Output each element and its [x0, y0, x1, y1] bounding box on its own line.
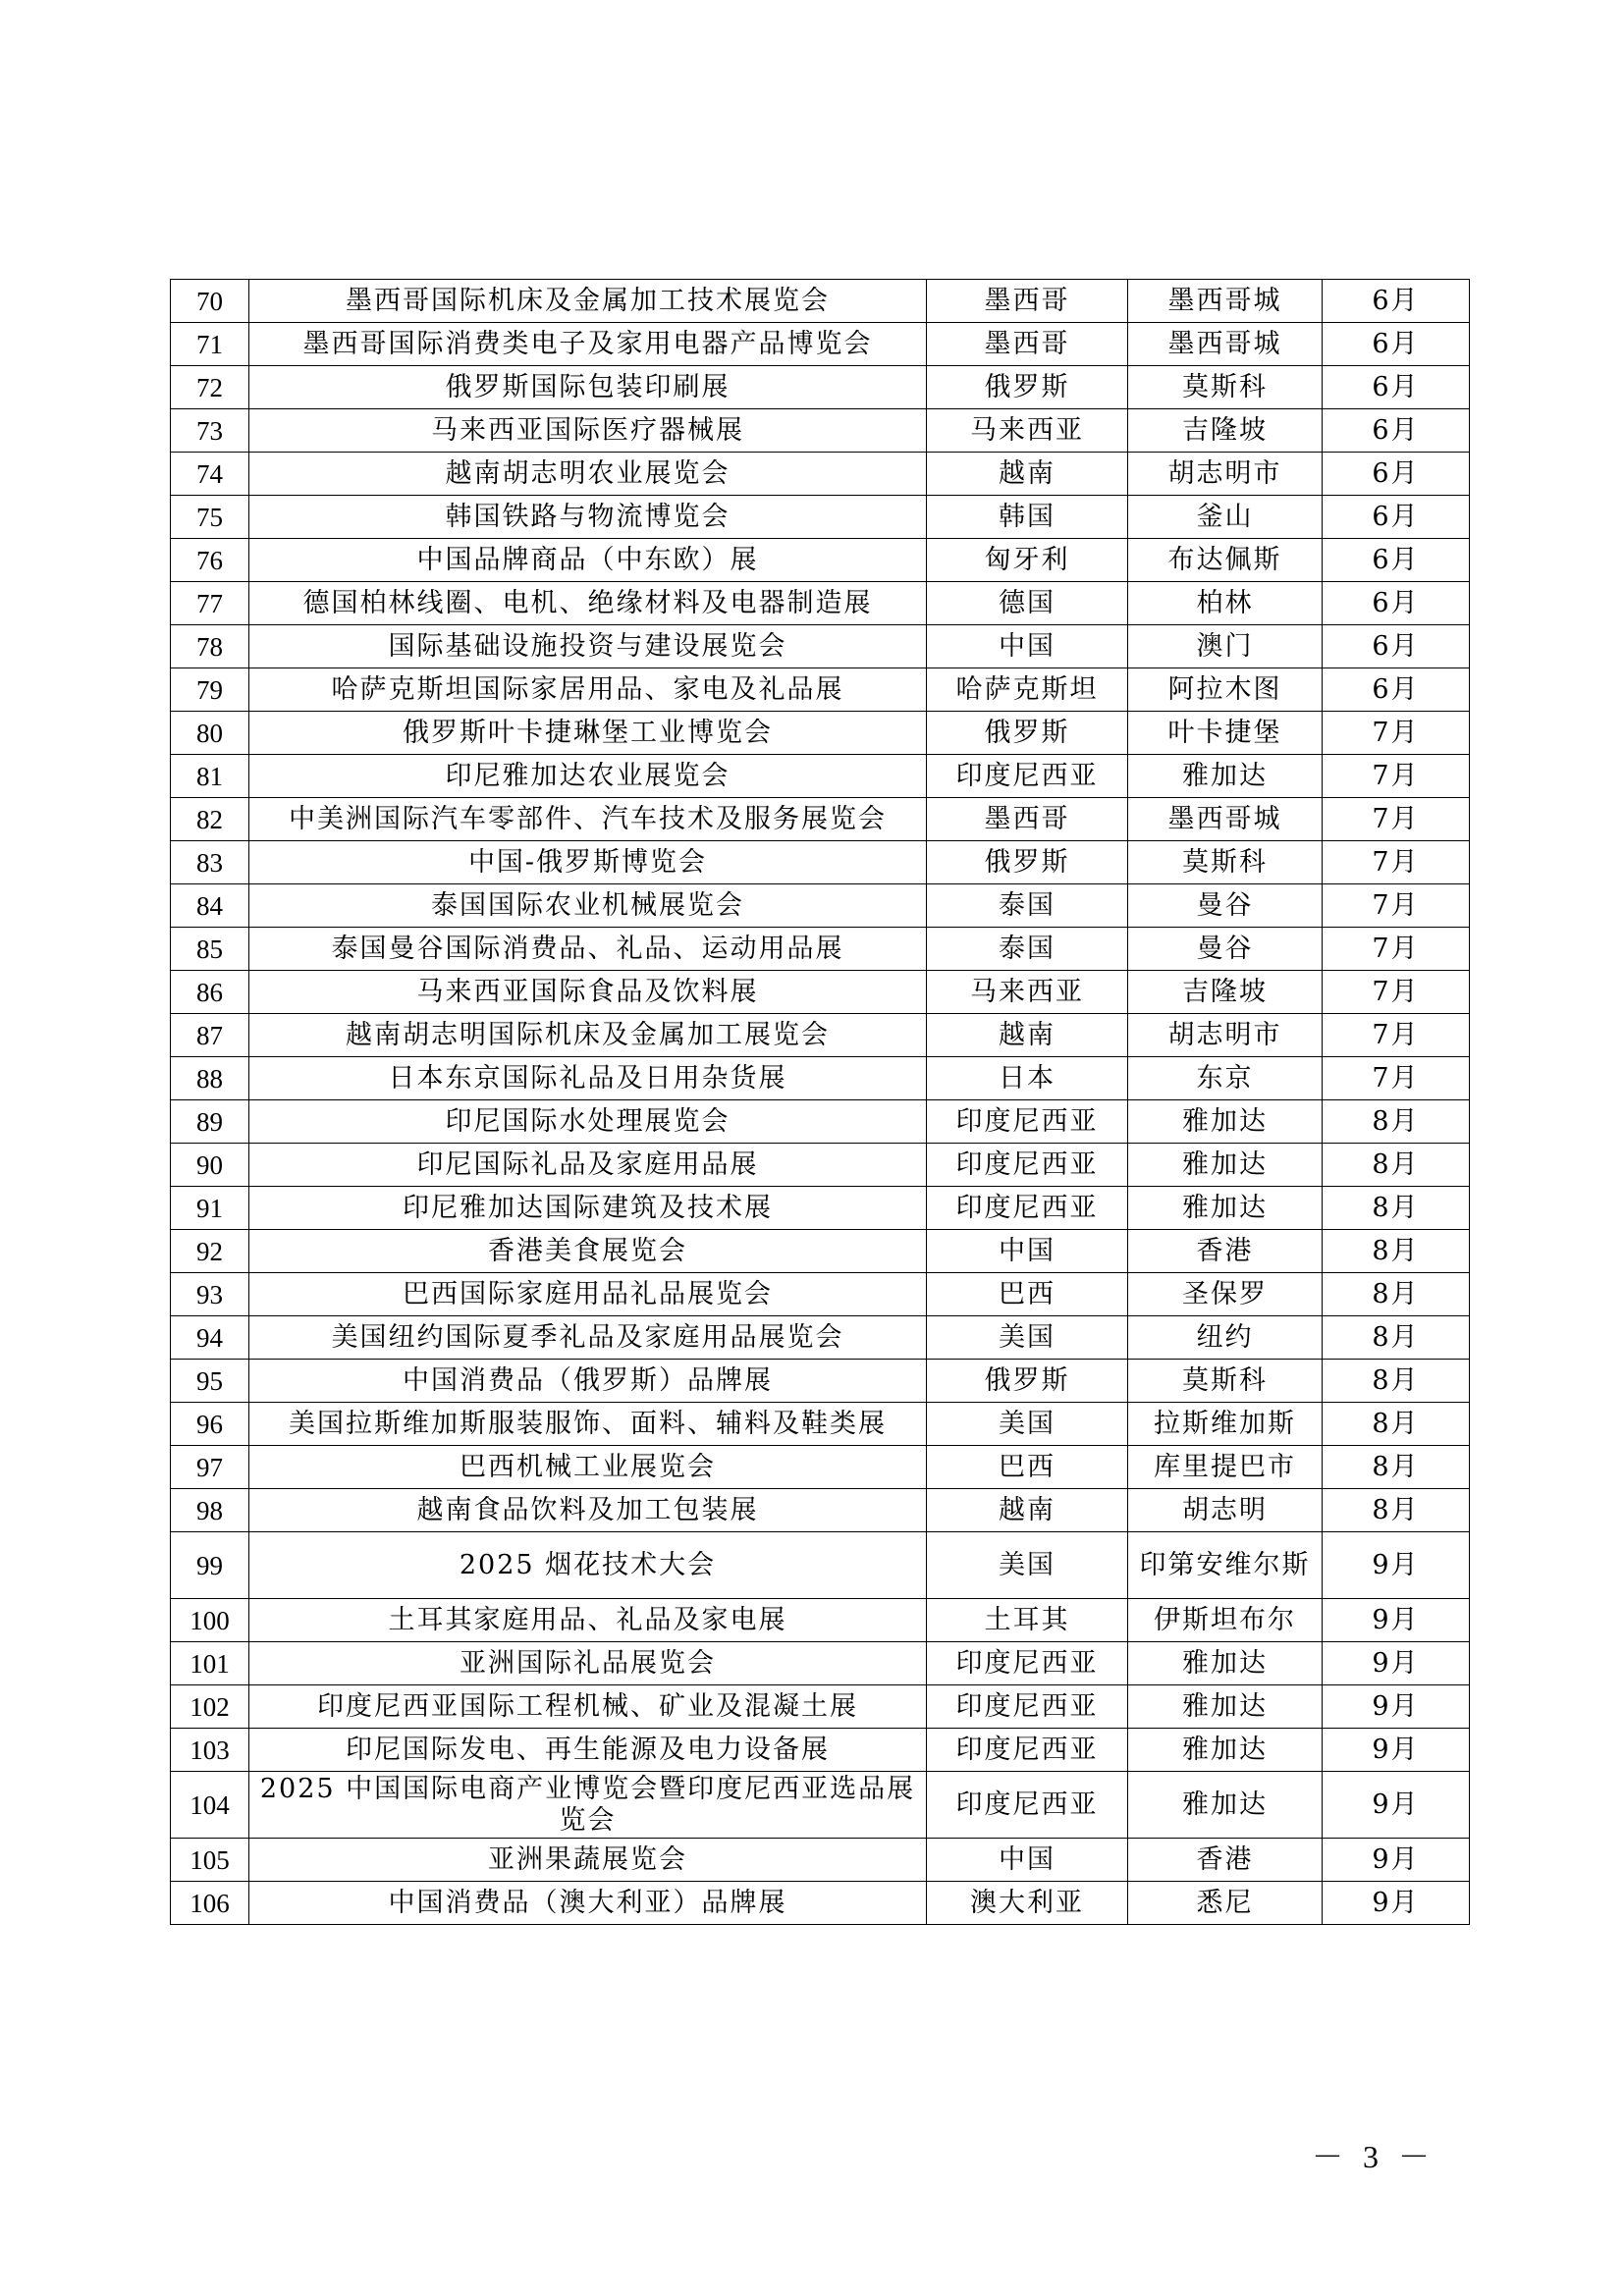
table-row	[171, 1100, 1470, 1144]
row-number-cell: 101	[171, 1642, 249, 1685]
city-cell: 曼谷	[1128, 884, 1323, 928]
city-cell: 吉隆坡	[1128, 971, 1323, 1014]
country-cell: 马来西亚	[927, 409, 1128, 453]
exhibition-name-cell: 印度尼西亚国际工程机械、矿业及混凝土展	[249, 1685, 927, 1729]
month-cell: 8月	[1323, 1230, 1470, 1273]
table-row	[171, 1273, 1470, 1316]
row-number-cell: 77	[171, 582, 249, 625]
country-cell: 墨西哥	[927, 280, 1128, 323]
row-number-cell: 91	[171, 1187, 249, 1230]
month-cell: 7月	[1323, 884, 1470, 928]
city-cell: 莫斯科	[1128, 1360, 1323, 1403]
row-number-cell: 85	[171, 928, 249, 971]
country-cell: 美国	[927, 1532, 1128, 1599]
row-number-cell: 83	[171, 841, 249, 884]
month-cell: 9月	[1323, 1685, 1470, 1729]
city-cell: 墨西哥城	[1128, 323, 1323, 366]
month-cell: 7月	[1323, 712, 1470, 755]
month-cell: 6月	[1323, 366, 1470, 409]
city-cell: 雅加达	[1128, 1100, 1323, 1144]
exhibition-name-cell: 德国柏林线圈、电机、绝缘材料及电器制造展	[249, 582, 927, 625]
exhibition-name-cell: 2025 烟花技术大会	[249, 1532, 927, 1599]
month-cell: 6月	[1323, 453, 1470, 496]
row-number-cell: 96	[171, 1403, 249, 1446]
row-number-cell: 90	[171, 1144, 249, 1187]
country-cell: 中国	[927, 1230, 1128, 1273]
month-cell: 7月	[1323, 798, 1470, 841]
row-number-cell: 95	[171, 1360, 249, 1403]
row-number-cell: 105	[171, 1839, 249, 1882]
table-row	[171, 1599, 1470, 1642]
month-cell: 9月	[1323, 1642, 1470, 1685]
country-cell: 俄罗斯	[927, 366, 1128, 409]
city-cell: 叶卡捷堡	[1128, 712, 1323, 755]
table-row	[171, 366, 1470, 409]
city-cell: 雅加达	[1128, 1772, 1323, 1839]
table-row	[171, 1403, 1470, 1446]
row-number-cell: 81	[171, 755, 249, 798]
exhibition-table	[170, 279, 1470, 1925]
city-cell: 香港	[1128, 1839, 1323, 1882]
exhibition-name-cell: 越南胡志明农业展览会	[249, 453, 927, 496]
row-number-cell: 78	[171, 625, 249, 668]
table-row	[171, 1187, 1470, 1230]
month-cell: 8月	[1323, 1187, 1470, 1230]
table-row	[171, 712, 1470, 755]
month-cell: 7月	[1323, 928, 1470, 971]
month-cell: 6月	[1323, 668, 1470, 712]
exhibition-name-cell: 亚洲果蔬展览会	[249, 1839, 927, 1882]
row-number-cell: 103	[171, 1729, 249, 1772]
city-cell: 曼谷	[1128, 928, 1323, 971]
country-cell: 中国	[927, 1839, 1128, 1882]
row-number-cell: 97	[171, 1446, 249, 1489]
country-cell: 泰国	[927, 884, 1128, 928]
month-cell: 7月	[1323, 1057, 1470, 1100]
month-cell: 8月	[1323, 1273, 1470, 1316]
city-cell: 库里提巴市	[1128, 1446, 1323, 1489]
month-cell: 9月	[1323, 1729, 1470, 1772]
country-cell: 墨西哥	[927, 323, 1128, 366]
exhibition-name-cell: 印尼国际发电、再生能源及电力设备展	[249, 1729, 927, 1772]
city-cell: 墨西哥城	[1128, 798, 1323, 841]
table-row	[171, 453, 1470, 496]
country-cell: 美国	[927, 1403, 1128, 1446]
exhibition-name-cell: 印尼雅加达国际建筑及技术展	[249, 1187, 927, 1230]
row-number-cell: 88	[171, 1057, 249, 1100]
country-cell: 印度尼西亚	[927, 1100, 1128, 1144]
row-number-cell: 92	[171, 1230, 249, 1273]
table-row	[171, 1144, 1470, 1187]
exhibition-name-cell: 马来西亚国际医疗器械展	[249, 409, 927, 453]
exhibition-name-cell: 泰国国际农业机械展览会	[249, 884, 927, 928]
row-number-cell: 84	[171, 884, 249, 928]
country-cell: 俄罗斯	[927, 712, 1128, 755]
city-cell: 吉隆坡	[1128, 409, 1323, 453]
exhibition-name-cell: 中国品牌商品（中东欧）展	[249, 539, 927, 582]
month-cell: 7月	[1323, 841, 1470, 884]
row-number-cell: 98	[171, 1489, 249, 1532]
month-cell: 6月	[1323, 539, 1470, 582]
city-cell: 雅加达	[1128, 1187, 1323, 1230]
row-number-cell: 86	[171, 971, 249, 1014]
country-cell: 泰国	[927, 928, 1128, 971]
city-cell: 纽约	[1128, 1316, 1323, 1360]
table-row	[171, 1685, 1470, 1729]
month-cell: 6月	[1323, 323, 1470, 366]
row-number-cell: 106	[171, 1882, 249, 1925]
exhibition-name-cell: 印尼雅加达农业展览会	[249, 755, 927, 798]
month-cell: 9月	[1323, 1599, 1470, 1642]
country-cell: 印度尼西亚	[927, 1729, 1128, 1772]
table-row	[171, 798, 1470, 841]
table-row	[171, 1316, 1470, 1360]
exhibition-name-cell: 中国-俄罗斯博览会	[249, 841, 927, 884]
exhibition-name-cell: 印尼国际礼品及家庭用品展	[249, 1144, 927, 1187]
table-row	[171, 1014, 1470, 1057]
city-cell: 雅加达	[1128, 1642, 1323, 1685]
country-cell: 匈牙利	[927, 539, 1128, 582]
city-cell: 墨西哥城	[1128, 280, 1323, 323]
table-row	[171, 409, 1470, 453]
row-number-cell: 73	[171, 409, 249, 453]
country-cell: 巴西	[927, 1446, 1128, 1489]
exhibition-name-cell: 美国纽约国际夏季礼品及家庭用品展览会	[249, 1316, 927, 1360]
row-number-cell: 102	[171, 1685, 249, 1729]
month-cell: 9月	[1323, 1882, 1470, 1925]
city-cell: 澳门	[1128, 625, 1323, 668]
exhibition-name-cell: 巴西国际家庭用品礼品展览会	[249, 1273, 927, 1316]
city-cell: 伊斯坦布尔	[1128, 1599, 1323, 1642]
exhibition-name-cell: 香港美食展览会	[249, 1230, 927, 1273]
country-cell: 印度尼西亚	[927, 1685, 1128, 1729]
city-cell: 莫斯科	[1128, 366, 1323, 409]
row-number-cell: 94	[171, 1316, 249, 1360]
exhibition-name-cell: 中国消费品（澳大利亚）品牌展	[249, 1882, 927, 1925]
exhibition-name-cell: 中美洲国际汽车零部件、汽车技术及服务展览会	[249, 798, 927, 841]
month-cell: 8月	[1323, 1100, 1470, 1144]
country-cell: 越南	[927, 1489, 1128, 1532]
country-cell: 中国	[927, 625, 1128, 668]
page-number: － 3 －	[1312, 2139, 1436, 2174]
month-cell: 6月	[1323, 582, 1470, 625]
month-cell: 8月	[1323, 1360, 1470, 1403]
row-number-cell: 80	[171, 712, 249, 755]
month-cell: 7月	[1323, 1014, 1470, 1057]
row-number-cell: 72	[171, 366, 249, 409]
exhibition-name-cell: 越南食品饮料及加工包装展	[249, 1489, 927, 1532]
city-cell: 釜山	[1128, 496, 1323, 539]
table-row	[171, 1230, 1470, 1273]
city-cell: 柏林	[1128, 582, 1323, 625]
row-number-cell: 70	[171, 280, 249, 323]
exhibition-name-cell: 土耳其家庭用品、礼品及家电展	[249, 1599, 927, 1642]
table-row	[171, 1839, 1470, 1882]
country-cell: 墨西哥	[927, 798, 1128, 841]
table-row	[171, 1532, 1470, 1599]
exhibition-name-cell: 马来西亚国际食品及饮料展	[249, 971, 927, 1014]
table-row	[171, 884, 1470, 928]
month-cell: 8月	[1323, 1403, 1470, 1446]
month-cell: 8月	[1323, 1316, 1470, 1360]
exhibition-name-cell: 巴西机械工业展览会	[249, 1446, 927, 1489]
row-number-cell: 93	[171, 1273, 249, 1316]
row-number-cell: 79	[171, 668, 249, 712]
month-cell: 8月	[1323, 1144, 1470, 1187]
country-cell: 马来西亚	[927, 971, 1128, 1014]
table-row	[171, 582, 1470, 625]
city-cell: 莫斯科	[1128, 841, 1323, 884]
country-cell: 印度尼西亚	[927, 1642, 1128, 1685]
month-cell: 9月	[1323, 1772, 1470, 1839]
country-cell: 印度尼西亚	[927, 1187, 1128, 1230]
exhibition-name-cell: 越南胡志明国际机床及金属加工展览会	[249, 1014, 927, 1057]
row-number-cell: 100	[171, 1599, 249, 1642]
table-row	[171, 928, 1470, 971]
table-row	[171, 841, 1470, 884]
exhibition-name-cell: 俄罗斯国际包装印刷展	[249, 366, 927, 409]
country-cell: 印度尼西亚	[927, 1144, 1128, 1187]
table-row	[171, 668, 1470, 712]
city-cell: 胡志明市	[1128, 1014, 1323, 1057]
month-cell: 6月	[1323, 496, 1470, 539]
city-cell: 雅加达	[1128, 1685, 1323, 1729]
exhibition-name-cell: 哈萨克斯坦国际家居用品、家电及礼品展	[249, 668, 927, 712]
month-cell: 6月	[1323, 625, 1470, 668]
exhibition-name-cell: 墨西哥国际消费类电子及家用电器产品博览会	[249, 323, 927, 366]
exhibition-name-cell: 中国消费品（俄罗斯）品牌展	[249, 1360, 927, 1403]
city-cell: 香港	[1128, 1230, 1323, 1273]
exhibition-name-cell: 印尼国际水处理展览会	[249, 1100, 927, 1144]
country-cell: 越南	[927, 453, 1128, 496]
table-row	[171, 1446, 1470, 1489]
row-number-cell: 71	[171, 323, 249, 366]
country-cell: 越南	[927, 1014, 1128, 1057]
table-row	[171, 1882, 1470, 1925]
exhibition-name-cell: 墨西哥国际机床及金属加工技术展览会	[249, 280, 927, 323]
table-row	[171, 323, 1470, 366]
table-row	[171, 1729, 1470, 1772]
city-cell: 圣保罗	[1128, 1273, 1323, 1316]
table-row	[171, 1489, 1470, 1532]
row-number-cell: 75	[171, 496, 249, 539]
month-cell: 9月	[1323, 1839, 1470, 1882]
exhibition-name-cell: 韩国铁路与物流博览会	[249, 496, 927, 539]
row-number-cell: 76	[171, 539, 249, 582]
row-number-cell: 82	[171, 798, 249, 841]
country-cell: 印度尼西亚	[927, 1772, 1128, 1839]
country-cell: 日本	[927, 1057, 1128, 1100]
city-cell: 胡志明市	[1128, 453, 1323, 496]
table-row	[171, 971, 1470, 1014]
country-cell: 土耳其	[927, 1599, 1128, 1642]
city-cell: 悉尼	[1128, 1882, 1323, 1925]
month-cell: 6月	[1323, 409, 1470, 453]
row-number-cell: 99	[171, 1532, 249, 1599]
city-cell: 雅加达	[1128, 755, 1323, 798]
exhibition-name-cell: 2025 中国国际电商产业博览会暨印度尼西亚选品展览会	[249, 1772, 927, 1839]
table-row	[171, 625, 1470, 668]
city-cell: 胡志明	[1128, 1489, 1323, 1532]
country-cell: 巴西	[927, 1273, 1128, 1316]
table-body	[171, 280, 1470, 1925]
country-cell: 俄罗斯	[927, 841, 1128, 884]
country-cell: 澳大利亚	[927, 1882, 1128, 1925]
table-row	[171, 1642, 1470, 1685]
city-cell: 雅加达	[1128, 1729, 1323, 1772]
row-number-cell: 74	[171, 453, 249, 496]
country-cell: 韩国	[927, 496, 1128, 539]
exhibition-name-cell: 日本东京国际礼品及日用杂货展	[249, 1057, 927, 1100]
month-cell: 9月	[1323, 1532, 1470, 1599]
city-cell: 印第安维尔斯	[1128, 1532, 1323, 1599]
exhibition-name-cell: 俄罗斯叶卡捷琳堡工业博览会	[249, 712, 927, 755]
month-cell: 8月	[1323, 1489, 1470, 1532]
table-row	[171, 755, 1470, 798]
country-cell: 俄罗斯	[927, 1360, 1128, 1403]
city-cell: 拉斯维加斯	[1128, 1403, 1323, 1446]
month-cell: 7月	[1323, 971, 1470, 1014]
country-cell: 德国	[927, 582, 1128, 625]
exhibition-name-cell: 国际基础设施投资与建设展览会	[249, 625, 927, 668]
table-row	[171, 496, 1470, 539]
row-number-cell: 104	[171, 1772, 249, 1839]
city-cell: 阿拉木图	[1128, 668, 1323, 712]
table-row	[171, 1772, 1470, 1839]
exhibition-name-cell: 泰国曼谷国际消费品、礼品、运动用品展	[249, 928, 927, 971]
table-row	[171, 539, 1470, 582]
row-number-cell: 89	[171, 1100, 249, 1144]
table-row	[171, 1360, 1470, 1403]
month-cell: 6月	[1323, 280, 1470, 323]
exhibition-name-cell: 亚洲国际礼品展览会	[249, 1642, 927, 1685]
table-row	[171, 1057, 1470, 1100]
month-cell: 8月	[1323, 1446, 1470, 1489]
country-cell: 印度尼西亚	[927, 755, 1128, 798]
table-row	[171, 280, 1470, 323]
month-cell: 7月	[1323, 755, 1470, 798]
city-cell: 布达佩斯	[1128, 539, 1323, 582]
city-cell: 东京	[1128, 1057, 1323, 1100]
row-number-cell: 87	[171, 1014, 249, 1057]
country-cell: 美国	[927, 1316, 1128, 1360]
country-cell: 哈萨克斯坦	[927, 668, 1128, 712]
exhibition-name-cell: 美国拉斯维加斯服装服饰、面料、辅料及鞋类展	[249, 1403, 927, 1446]
city-cell: 雅加达	[1128, 1144, 1323, 1187]
